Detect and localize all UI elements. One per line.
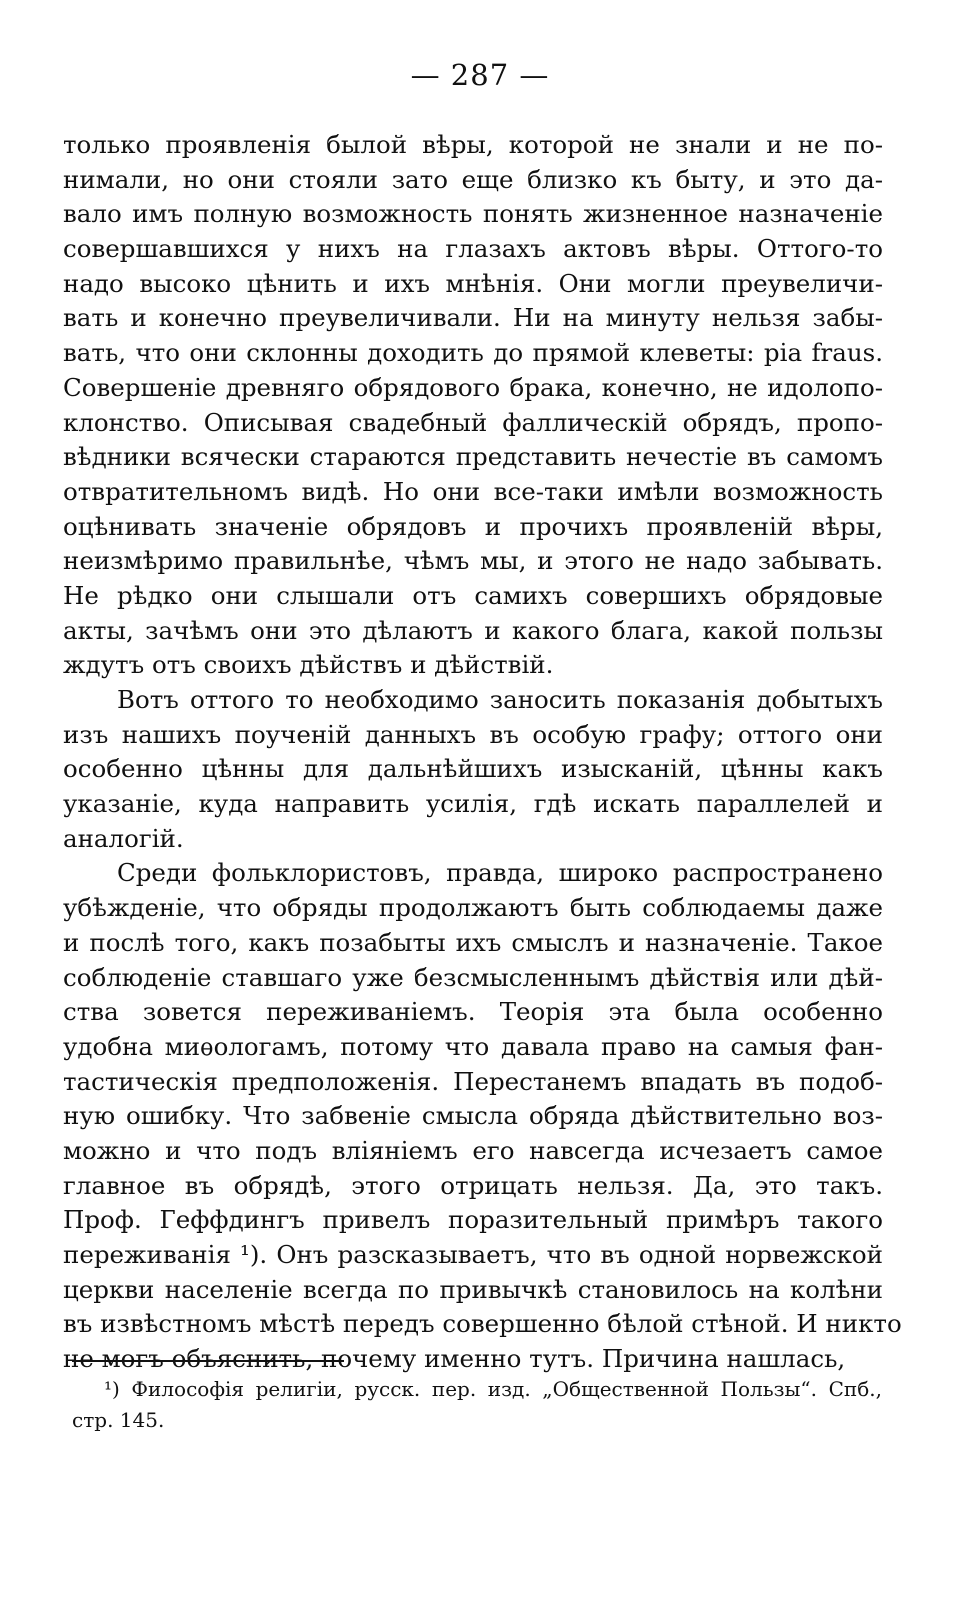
footnote-line: ¹) Философія религіи, русск. пер. изд. „Общественной Пользы“. Спб.,	[104, 1377, 882, 1401]
text-line: вать и конечно преувеличивали. Ни на минуту нельзя забы-	[63, 303, 883, 333]
text-line: главное въ обрядѣ, этого отрицать нельзя. Да, это такъ.	[63, 1170, 883, 1200]
text-line: неизмѣримо правильнѣе, чѣмъ мы, и этого не надо забывать.	[63, 546, 883, 576]
text-line: только проявленія былой вѣры, которой не знали и не по-	[63, 130, 883, 159]
text-line: въ извѣстномъ мѣстѣ передъ совершенно бѣлой стѣной. И никто	[63, 1309, 902, 1339]
text-line: можно и что подъ вліяніемъ его навсегда исчезаетъ самое	[63, 1135, 883, 1165]
text-line: удобна миѳологамъ, потому что давала право на самыя фан-	[63, 1031, 883, 1061]
text-line: соблюденіе ставшаго уже безсмысленнымъ дѣйствія или дѣй-	[63, 962, 883, 992]
footnote	[72, 1374, 882, 1436]
text-line: Не рѣдко они слышали отъ самихъ совершихъ обрядовые	[63, 580, 883, 610]
text-line: Совершеніе древняго обрядового брака, конечно, не идолопо-	[63, 372, 883, 402]
text-line: изъ нашихъ поученій данныхъ въ особую графу; оттого они	[63, 719, 883, 749]
text-line: совершавшихся у нихъ на глазахъ актовъ вѣры. Оттого-то	[63, 234, 883, 264]
text-line: акты, зачѣмъ они это дѣлаютъ и какого блага, какой пользы	[63, 615, 883, 645]
footnote-divider	[72, 1360, 344, 1362]
text-line: тастическія предположенія. Перестанемъ впадать въ подоб-	[63, 1066, 883, 1096]
text-line: нимали, но они стояли зато еще близко къ быту, и это да-	[63, 164, 883, 194]
text-line: Вотъ оттого то необходимо заносить показанія добытыхъ	[117, 685, 883, 714]
text-line: церкви населеніе всегда по привычкѣ становилось на колѣни	[63, 1274, 883, 1304]
text-line: указаніе, куда направить усилія, гдѣ искать параллелей и	[63, 789, 883, 819]
text-line: убѣжденіе, что обряды продолжаютъ быть соблюдаемы даже	[63, 893, 883, 923]
text-line: оцѣнивать значеніе обрядовъ и прочихъ проявленій вѣры,	[63, 511, 883, 541]
footnote-line: стр. 145.	[72, 1408, 165, 1432]
text-line: вало имъ полную возможность понять жизненное назначеніе	[63, 199, 883, 229]
paragraph	[63, 856, 902, 1376]
text-line: вать, что они склонны доходить до прямой клеветы: pia fraus.	[63, 338, 883, 368]
text-line: отвратительномъ видѣ. Но они все-таки имѣли возможность	[63, 476, 883, 506]
text-line: вѣдники всячески стараются представить нечестіе въ самомъ	[63, 442, 883, 472]
text-line: ждутъ отъ своихъ дѣйствъ и дѣйствій.	[63, 650, 554, 680]
text-line: Проф. Геффдингъ привелъ поразительный примѣръ такого	[63, 1205, 883, 1235]
text-line: аналогій.	[63, 823, 184, 853]
body-text	[63, 128, 902, 1377]
text-line: надо высоко цѣнить и ихъ мнѣнія. Они могли преувеличи-	[63, 268, 883, 298]
paragraph	[63, 683, 883, 856]
text-line: особенно цѣнны для дальнѣйшихъ изысканій, цѣнны какъ	[63, 754, 883, 784]
text-line: клонство. Описывая свадебный фаллическій обрядъ, пропо-	[63, 407, 883, 437]
page-number: — 287 —	[410, 58, 550, 92]
text-line: и послѣ того, какъ позабыты ихъ смыслъ и назначеніе. Такое	[63, 927, 883, 957]
text-line: переживанія ¹). Онъ разсказываетъ, что въ одной норвежской	[63, 1240, 883, 1269]
paragraph	[63, 128, 883, 683]
text-line: Среди фольклористовъ, правда, широко распространено	[117, 858, 883, 888]
text-line: ства зовется переживаніемъ. Теорія эта была особенно	[63, 997, 883, 1027]
text-line: ную ошибку. Что забвеніе смысла обряда дѣйствительно воз-	[63, 1101, 883, 1131]
text-line: не могъ объяснить, почему именно тутъ. Причина нашлась,	[63, 1344, 846, 1374]
